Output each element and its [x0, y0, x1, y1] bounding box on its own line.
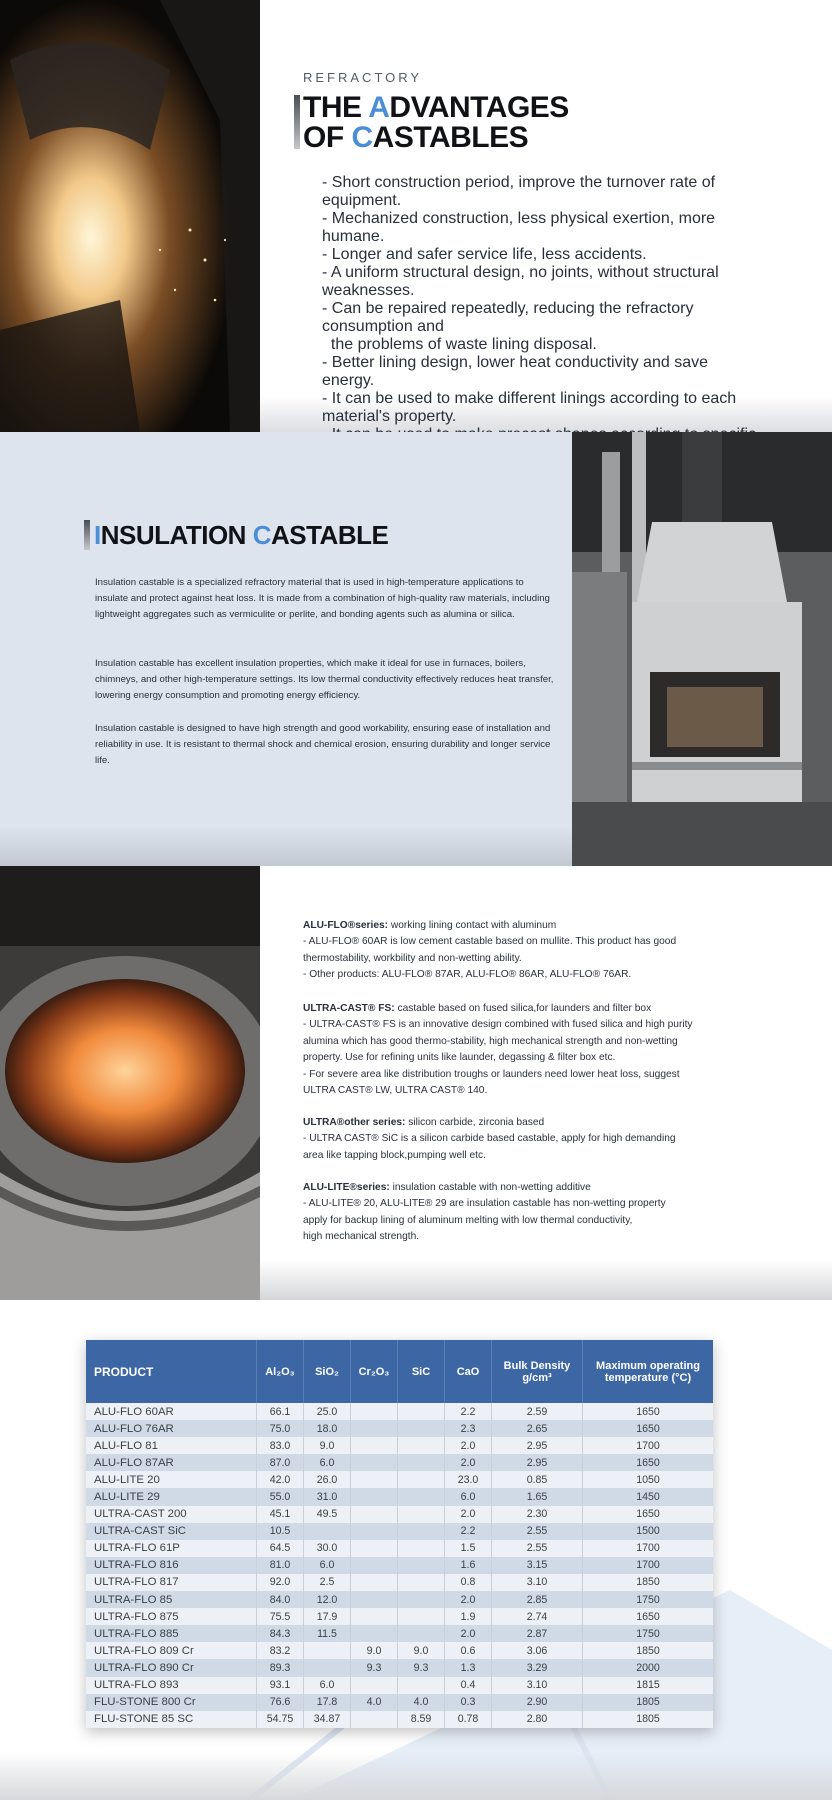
table-cell: 1050	[583, 1471, 714, 1488]
table-cell: 34.87	[304, 1711, 351, 1728]
table-cell: 3.15	[492, 1557, 583, 1574]
list-item: - Mechanized construction, less physical exertion, more humane.	[322, 210, 716, 245]
industrial-furnace-photo	[572, 432, 832, 866]
table-cell: 12.0	[304, 1591, 351, 1608]
table-cell	[304, 1642, 351, 1659]
table-cell	[351, 1625, 398, 1642]
table-cell: 1805	[583, 1694, 714, 1711]
advantages-title: THE ADVANTAGES OF CASTABLES	[303, 91, 569, 154]
table-cell: 1850	[583, 1574, 714, 1591]
series-line: - ALU-LITE® 20, ALU-LITE® 29 are insulation castable has non-wetting property	[303, 1198, 666, 1210]
table-cell: 3.06	[492, 1642, 583, 1659]
table-cell: 2.0	[445, 1591, 492, 1608]
product-name-cell: ULTRA-FLO 885	[86, 1625, 257, 1642]
section-eyebrow: REFRACTORY	[303, 70, 423, 85]
table-cell: 2.2	[445, 1403, 492, 1420]
product-name-cell: ULTRA-FLO 61P	[86, 1540, 257, 1557]
table-cell: 2.87	[492, 1625, 583, 1642]
list-item: - Better lining design, lower heat conductivity and save energy.	[322, 354, 708, 389]
ultra-other-series: ULTRA®other series: silicon carbide, zirconia based - ULTRA CAST® SiC is a silicon carbide based castable, apply for high demanding area like tapping block,pumping well etc.	[303, 1115, 763, 1164]
series-line: - For severe area like distribution troughs or launders need lower heat loss, suggest	[303, 1068, 680, 1080]
table-cell: 6.0	[304, 1557, 351, 1574]
table-cell: 1650	[583, 1420, 714, 1437]
table-cell	[398, 1506, 445, 1523]
table-cell: 2000	[583, 1659, 714, 1676]
table-cell: 83.2	[257, 1642, 304, 1659]
table-header-row	[86, 1340, 713, 1403]
table-cell: 0.4	[445, 1677, 492, 1694]
table-cell: 4.0	[351, 1694, 398, 1711]
table-cell: 11.5	[304, 1625, 351, 1642]
table-cell	[398, 1625, 445, 1642]
table-cell: 18.0	[304, 1420, 351, 1437]
title-accent-bar	[84, 520, 90, 550]
product-name-cell: ULTRA-FLO 893	[86, 1677, 257, 1694]
table-cell: 1850	[583, 1642, 714, 1659]
table-cell: 3.10	[492, 1677, 583, 1694]
series-line: property. Use for refining units like launder, degassing & filter box etc.	[303, 1052, 616, 1064]
table-cell: 87.0	[257, 1454, 304, 1471]
bottom-shadow	[0, 1752, 832, 1800]
table-cell: 42.0	[257, 1471, 304, 1488]
table-cell	[398, 1591, 445, 1608]
column-header-sic: SiC	[398, 1340, 445, 1403]
column-header-product: PRODUCT	[86, 1340, 257, 1403]
table-cell	[351, 1523, 398, 1540]
table-cell: 1650	[583, 1506, 714, 1523]
list-item: - Can be repaired repeatedly, reducing the refractory consumption and	[322, 300, 694, 335]
table-cell: 2.0	[445, 1437, 492, 1454]
list-item: - Short construction period, improve the turnover rate of equipment.	[322, 174, 716, 209]
table-cell	[351, 1711, 398, 1728]
table-cell	[398, 1677, 445, 1694]
table-cell	[398, 1471, 445, 1488]
table-cell: 1700	[583, 1437, 714, 1454]
table-cell	[351, 1506, 398, 1523]
product-name-cell: ALU-FLO 60AR	[86, 1403, 257, 1420]
product-name-cell: ALU-FLO 87AR	[86, 1454, 257, 1471]
table-cell: 2.2	[445, 1523, 492, 1540]
product-name-cell: ULTRA-FLO 816	[86, 1557, 257, 1574]
table-cell: 2.90	[492, 1694, 583, 1711]
table-cell: 75.0	[257, 1420, 304, 1437]
table-cell: 1650	[583, 1608, 714, 1625]
table-cell: 0.85	[492, 1471, 583, 1488]
series-heading: ULTRA-CAST® FS:	[303, 1003, 395, 1014]
table-row	[86, 1642, 713, 1659]
table-row	[86, 1574, 713, 1591]
table-row	[86, 1711, 713, 1728]
product-name-cell: ULTRA-CAST 200	[86, 1506, 257, 1523]
ladle-pouring-photo	[0, 0, 260, 432]
table-cell: 0.6	[445, 1642, 492, 1659]
series-heading: ALU-FLO®series:	[303, 920, 389, 931]
table-cell: 1.3	[445, 1659, 492, 1676]
table-row	[86, 1437, 713, 1454]
list-item: - It can be used to make different linings according to each material's property.	[322, 390, 737, 425]
table-cell: 1.6	[445, 1557, 492, 1574]
table-row	[86, 1591, 713, 1608]
table-cell: 84.3	[257, 1625, 304, 1642]
table-cell: 17.9	[304, 1608, 351, 1625]
product-name-cell: ALU-FLO 81	[86, 1437, 257, 1454]
column-header-al2o3: Al₂O₃	[257, 1340, 304, 1403]
section-divider-shadow	[0, 826, 572, 866]
table-cell	[351, 1557, 398, 1574]
table-cell: 8.59	[398, 1711, 445, 1728]
table-cell: 9.3	[351, 1659, 398, 1676]
table-cell: 1.5	[445, 1540, 492, 1557]
table-cell: 3.10	[492, 1574, 583, 1591]
table-cell: 2.5	[304, 1574, 351, 1591]
product-name-cell: ULTRA-FLO 890 Cr	[86, 1659, 257, 1676]
table-cell: 23.0	[445, 1471, 492, 1488]
table-cell	[398, 1523, 445, 1540]
series-line: - ULTRA-CAST® FS is an innovative design combined with fused silica and high purity	[303, 1019, 693, 1031]
series-line: alumina which has good thermo-stability, high mechanical strength and non-wetting	[303, 1035, 678, 1047]
table-cell: 6.0	[304, 1677, 351, 1694]
table-cell: 2.80	[492, 1711, 583, 1728]
table-cell: 2.95	[492, 1437, 583, 1454]
table-cell: 1.65	[492, 1488, 583, 1505]
table-cell	[351, 1454, 398, 1471]
table-cell: 2.30	[492, 1506, 583, 1523]
table-row	[86, 1420, 713, 1437]
list-item: - A uniform structural design, no joints, without structural weaknesses.	[322, 264, 719, 299]
table-cell: 1450	[583, 1488, 714, 1505]
table-cell: 1650	[583, 1454, 714, 1471]
table-cell: 1700	[583, 1540, 714, 1557]
table-cell: 9.0	[398, 1642, 445, 1659]
table-cell: 84.0	[257, 1591, 304, 1608]
table-row	[86, 1540, 713, 1557]
table-row	[86, 1677, 713, 1694]
table-row	[86, 1608, 713, 1625]
table-cell: 83.0	[257, 1437, 304, 1454]
table-cell: 6.0	[304, 1454, 351, 1471]
table-cell: 26.0	[304, 1471, 351, 1488]
table-cell: 1700	[583, 1557, 714, 1574]
table-cell	[351, 1437, 398, 1454]
table-cell: 75.5	[257, 1608, 304, 1625]
column-header-bulk-density: Bulk Density g/cm³	[492, 1340, 583, 1403]
table-cell: 1500	[583, 1523, 714, 1540]
product-name-cell: ULTRA-FLO 817	[86, 1574, 257, 1591]
table-cell	[398, 1608, 445, 1625]
column-header-max-temperature: Maximum operating temperature (°C)	[583, 1340, 714, 1403]
table-cell	[398, 1454, 445, 1471]
column-header-cao: CaO	[445, 1340, 492, 1403]
table-cell	[398, 1488, 445, 1505]
table-cell	[398, 1437, 445, 1454]
table-cell: 2.55	[492, 1540, 583, 1557]
table-cell: 92.0	[257, 1574, 304, 1591]
series-line: ULTRA CAST® LW, ULTRA CAST® 140.	[303, 1085, 488, 1097]
table-cell: 0.8	[445, 1574, 492, 1591]
product-name-cell: FLU-STONE 85 SC	[86, 1711, 257, 1728]
table-cell: 30.0	[304, 1540, 351, 1557]
table-cell	[351, 1471, 398, 1488]
insulation-paragraph-2: Insulation castable has excellent insulation properties, which make it ideal for use in furnaces, boilers, chimneys, and other high-temperature settings. Its low thermal conductivity effectively reduces heat transfer, lowering energy consumption and promoting energy efficiency.	[95, 658, 554, 702]
series-line: area like tapping block,pumping well etc.	[303, 1149, 486, 1161]
product-name-cell: ULTRA-CAST SiC	[86, 1523, 257, 1540]
table-cell: 2.55	[492, 1523, 583, 1540]
table-cell: 10.5	[257, 1523, 304, 1540]
ultra-cast-fs-series: ULTRA-CAST® FS: castable based on fused silica,for launders and filter box - ULTRA-CAST® FS is an innovative design combined with fused silica and high purity alumina which has good thermo-stability, high mechanical strength and non-wetting property. Use for refining units like launder, degassing & filter box etc. - For severe area like distribution troughs or launders need lower heat loss, suggest ULTRA CAST® LW, ULTRA CAST® 140.	[303, 1001, 763, 1099]
table-row	[86, 1659, 713, 1676]
table-cell	[351, 1488, 398, 1505]
table-cell: 1.9	[445, 1608, 492, 1625]
product-name-cell: ALU-LITE 20	[86, 1471, 257, 1488]
table-cell	[398, 1557, 445, 1574]
table-cell: 4.0	[398, 1694, 445, 1711]
product-name-cell: ALU-LITE 29	[86, 1488, 257, 1505]
series-line: high mechanical strength.	[303, 1231, 420, 1243]
insulation-paragraph-3: Insulation castable is designed to have high strength and good workability, ensuring ease of installation and reliability in use. It is resistant to thermal shock and chemical erosion, ensuring durability and longer service life.	[95, 723, 551, 767]
table-cell: 2.74	[492, 1608, 583, 1625]
table-cell: 64.5	[257, 1540, 304, 1557]
table-cell: 1750	[583, 1625, 714, 1642]
column-header-sio2: SiO₂	[304, 1340, 351, 1403]
table-cell	[398, 1574, 445, 1591]
table-cell: 1815	[583, 1677, 714, 1694]
product-spec-table	[86, 1340, 713, 1728]
table-cell	[398, 1420, 445, 1437]
table-cell: 2.59	[492, 1403, 583, 1420]
table-cell	[304, 1659, 351, 1676]
table-cell: 54.75	[257, 1711, 304, 1728]
table-row	[86, 1625, 713, 1642]
table-cell: 93.1	[257, 1677, 304, 1694]
alu-flo-series: ALU-FLO®series: working lining contact with aluminum - ALU-FLO® 60AR is low cement castable based on mullite. This product has good thermostability, workbility and non-wetting ability. - Other products: ALU-FLO® 87AR, ALU-FLO® 86AR, ALU-FLO® 76AR.	[303, 918, 763, 984]
table-row	[86, 1523, 713, 1540]
product-name-cell: FLU-STONE 800 Cr	[86, 1694, 257, 1711]
table-cell: 1650	[583, 1403, 714, 1420]
table-cell: 89.3	[257, 1659, 304, 1676]
product-name-cell: ULTRA-FLO 85	[86, 1591, 257, 1608]
column-header-cr2o3: Cr₂O₃	[351, 1340, 398, 1403]
table-cell	[351, 1420, 398, 1437]
title-accent-bar	[294, 95, 300, 149]
table-cell: 9.0	[304, 1437, 351, 1454]
table-cell: 2.85	[492, 1591, 583, 1608]
table-cell: 2.65	[492, 1420, 583, 1437]
table-cell: 2.0	[445, 1625, 492, 1642]
series-line: - ALU-FLO® 60AR is low cement castable based on mullite. This product has good	[303, 936, 677, 948]
product-name-cell: ULTRA-FLO 875	[86, 1608, 257, 1625]
series-line: - ULTRA CAST® SiC is a silicon carbide based castable, apply for high demanding	[303, 1133, 676, 1145]
table-cell: 31.0	[304, 1488, 351, 1505]
table-row	[86, 1694, 713, 1711]
series-heading: ALU-LITE®series:	[303, 1182, 390, 1193]
table-cell: 81.0	[257, 1557, 304, 1574]
series-line: - Other products: ALU-FLO® 87AR, ALU-FLO® 86AR, ALU-FLO® 76AR.	[303, 969, 632, 981]
product-name-cell: ALU-FLO 76AR	[86, 1420, 257, 1437]
insulation-paragraph-1: Insulation castable is a specialized refractory material that is used in high-temperature applications to insulate and protect against heat loss. It is made from a combination of high-quality raw materials, including lightweight aggregates such as vermiculite or perlite, and bonding agents such as alumina or silica.	[95, 577, 550, 621]
table-cell	[304, 1523, 351, 1540]
table-cell: 1750	[583, 1591, 714, 1608]
table-row	[86, 1403, 713, 1420]
alu-lite-series: ALU-LITE®series: insulation castable with non-wetting additive - ALU-LITE® 20, ALU-LITE® 29 are insulation castable has non-wetting property apply for backup lining of aluminum melting with low thermal conductivity, high mechanical strength.	[303, 1180, 763, 1246]
table-cell: 49.5	[304, 1506, 351, 1523]
series-line: thermostability, workbility and non-wetting ability.	[303, 952, 522, 964]
table-row	[86, 1488, 713, 1505]
table-cell: 25.0	[304, 1403, 351, 1420]
table-row	[86, 1454, 713, 1471]
table-row	[86, 1557, 713, 1574]
table-cell: 2.3	[445, 1420, 492, 1437]
table-cell: 0.78	[445, 1711, 492, 1728]
table-cell: 9.0	[351, 1642, 398, 1659]
table-cell	[398, 1403, 445, 1420]
table-cell	[351, 1574, 398, 1591]
table-row	[86, 1506, 713, 1523]
table-cell	[351, 1591, 398, 1608]
table-cell: 17.8	[304, 1694, 351, 1711]
table-cell	[398, 1540, 445, 1557]
table-cell: 45.1	[257, 1506, 304, 1523]
table-cell: 2.0	[445, 1454, 492, 1471]
table-cell: 1805	[583, 1711, 714, 1728]
table-cell	[351, 1608, 398, 1625]
series-heading: ULTRA®other series:	[303, 1117, 406, 1128]
molten-ladle-photo	[0, 866, 260, 1300]
list-item: - Longer and safer service life, less accidents.	[322, 246, 647, 263]
table-cell: 55.0	[257, 1488, 304, 1505]
series-line: apply for backup lining of aluminum melting with low thermal conductivity,	[303, 1214, 633, 1226]
insulation-title: INSULATION CASTABLE	[94, 520, 389, 550]
list-item: the problems of waste lining disposal.	[322, 336, 597, 353]
table-cell: 2.95	[492, 1454, 583, 1471]
table-cell: 6.0	[445, 1488, 492, 1505]
table-cell	[351, 1403, 398, 1420]
product-name-cell: ULTRA-FLO 809 Cr	[86, 1642, 257, 1659]
table-row	[86, 1471, 713, 1488]
table-cell: 3.29	[492, 1659, 583, 1676]
table-cell: 66.1	[257, 1403, 304, 1420]
table-cell: 2.0	[445, 1506, 492, 1523]
table-cell	[351, 1540, 398, 1557]
table-cell	[351, 1677, 398, 1694]
table-body	[86, 1403, 713, 1728]
table-cell: 9.3	[398, 1659, 445, 1676]
table-cell: 0.3	[445, 1694, 492, 1711]
table-cell: 76.6	[257, 1694, 304, 1711]
